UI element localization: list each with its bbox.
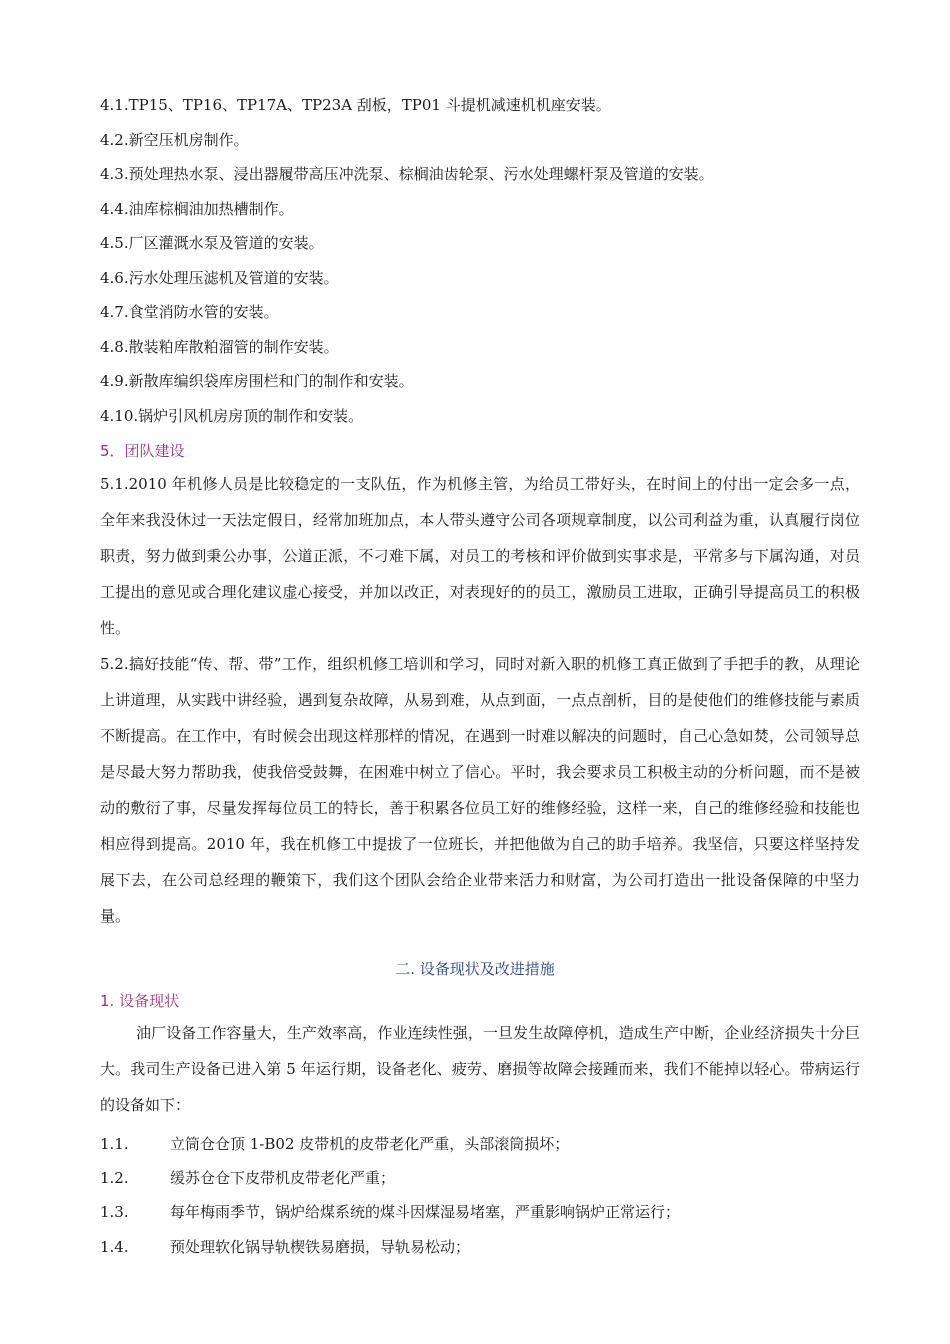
list-item-4-6: 4.6.污水处理压滤机及管道的安装。 (100, 269, 339, 287)
list-item-4-10: 4.10.锅炉引风机房房顶的制作和安装。 (100, 407, 364, 425)
status-item-1-2 (100, 1168, 395, 1188)
item-number: 1.3. (100, 1203, 129, 1221)
list-item-4-2: 4.2.新空压机房制作。 (100, 131, 249, 149)
paragraph-5-1: 5.1.2010 年机修人员是比较稳定的一支队伍，作为机修主管，为给员工带好头，在时间上的付出一定会多一点，全年来我没休过一天法定假日，经常加班加点，本人带头遵守公司各项规章制度，以公司利益为重，认真履行岗位职责，努力做到秉公办事，公道正派，不刁难下属，对员工的考核和评价做到实事求是，平常多与下属沟通，对员工提出的意见或合理化建议虚心接受，并加以改正，对表现好的的员工，激励员工进取，正确引导提高员工的积极性。 (100, 475, 860, 637)
item-text: 缓苏仓仓下皮带机皮带老化严重； (170, 1169, 396, 1187)
list-item-4-5: 4.5.厂区灌溉水泵及管道的安装。 (100, 234, 324, 252)
status-item-1-1 (100, 1134, 569, 1154)
item-number: 1.2. (100, 1169, 129, 1187)
item-text: 预处理软化锅导轨楔铁易磨损，导轨易松动； (170, 1238, 471, 1256)
list-item-4-9: 4.9.新散库编织袋库房围栏和门的制作和安装。 (100, 372, 414, 390)
item-text: 立筒仓仓顶 1-B02 皮带机的皮带老化严重，头部滚筒损坏； (170, 1135, 570, 1153)
section-5-heading: 5．团队建设 (100, 442, 185, 460)
item-text: 每年梅雨季节，锅炉给煤系统的煤斗因煤湿易堵塞，严重影响锅炉正常运行； (170, 1203, 681, 1221)
list-item-4-3: 4.3.预处理热水泵、浸出器履带高压冲洗泵、棕榈油齿轮泵、污水处理螺杆泵及管道的安装。 (100, 165, 714, 183)
item-number: 1.1. (100, 1135, 129, 1153)
subsection-1-heading: 1. 设备现状 (100, 992, 180, 1010)
paragraph-5-2: 5.2.搞好技能“传、帮、带”工作，组织机修工培训和学习，同时对新入职的机修工真正做到了手把手的教，从理论上讲道理，从实践中讲经验，遇到复杂故障，从易到难，从点到面，一点点剖析，目的是使他们的维修技能与素质不断提高。在工作中，有时候会出现这样那样的情况，在遇到一时难以解决的问题时，自己心急如焚，公司领导总是尽最大努力帮助我，使我倍受鼓舞，在困难中树立了信心。平时，我会要求员工积极主动的分析问题，而不是被动的敷衍了事，尽量发挥每位员工的特长，善于积累各位员工好的维修经验，这样一来，自己的维修经验和技能也相应得到提高。2010 年，我在机修工中提拔了一位班长，并把他做为自己的助手培养。我坚信，只要这样坚持发展下去，在公司总经理的鞭策下，我们这个团队会给企业带来活力和财富，为公司打造出一批设备保障的中坚力量。 (100, 655, 860, 925)
section-two-heading: 二. 设备现状及改进措施 (395, 960, 555, 978)
status-item-1-4 (100, 1237, 470, 1257)
list-item-4-7: 4.7.食堂消防水管的安装。 (100, 303, 279, 321)
list-item-4-8: 4.8.散装粕库散粕溜管的制作安装。 (100, 338, 339, 356)
item-number: 1.4. (100, 1238, 129, 1256)
status-item-1-3 (100, 1202, 680, 1222)
list-item-4-1: 4.1.TP15、TP16、TP17A、TP23A 刮板，TP01 斗提机减速机机座安装。 (100, 96, 611, 114)
list-item-4-4: 4.4.油库棕榈油加热槽制作。 (100, 200, 294, 218)
intro-paragraph: 油厂设备工作容量大，生产效率高，作业连续性强，一旦发生故障停机，造成生产中断，企业经济损失十分巨大。我司生产设备已进入第 5 年运行期，设备老化、疲劳、磨损等故障会接踵而来，我们不能掉以轻心。带病运行的设备如下： (100, 1024, 860, 1114)
